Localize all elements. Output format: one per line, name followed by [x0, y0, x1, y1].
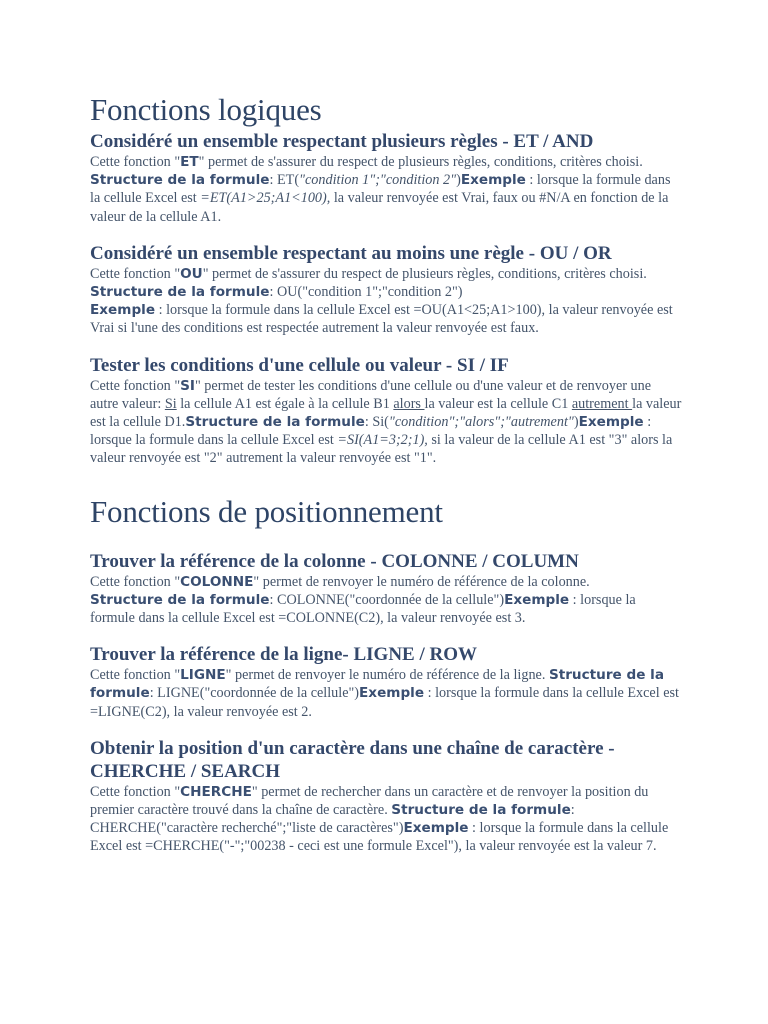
text: la cellule A1 est égale à la cellule B1 [176, 395, 394, 412]
underlined-si: Si [164, 395, 177, 412]
text: : lorsque la formule dans la cellule Excel est =COLONNE(C2), la valeur renvoyée est 3. [90, 591, 636, 627]
text: " permet de s'assurer du respect de plusieurs règles, conditions, critères choisi. [202, 265, 647, 282]
example-label: Exemple [359, 685, 425, 702]
text: Cette fonction " [90, 265, 181, 282]
function-keyword: OU [180, 265, 203, 282]
text: Cette fonction " [90, 783, 181, 800]
text: " permet de renvoyer le numéro de référence de la colonne. [253, 573, 590, 590]
paragraph-et-and [90, 153, 682, 226]
text: : lorsque la formule dans la cellule Excel est [90, 172, 671, 207]
heading-ligne-row: Trouver la référence de la ligne- LIGNE / ROW [90, 644, 477, 666]
heading-cherche-search: Obtenir la position d'un caractère dans une chaîne de caractère - CHERCHE / SEARCH [90, 737, 615, 782]
example-label: Exemple [504, 591, 570, 608]
paragraph-ligne-row [90, 666, 682, 721]
text: ) [573, 414, 579, 431]
text: Cette fonction " [90, 377, 181, 394]
block-et-and [90, 130, 682, 226]
function-keyword: SI [180, 377, 195, 394]
block-colonne-column [90, 550, 682, 628]
example-label: Exemple [578, 414, 644, 431]
text: " permet de renvoyer le numéro de référence de la ligne. [225, 667, 549, 684]
underlined-alors: alors [393, 395, 425, 412]
example-label: Exemple [90, 302, 156, 319]
heading-et-and: Considéré un ensemble respectant plusieurs règles - ET / AND [90, 131, 594, 152]
paragraph-ou-or [90, 265, 682, 338]
text: la valeur renvoyée est Vrai, faux ou #N/A en fonction de la valeur de la cellule A1. [90, 190, 669, 225]
structure-label: Structure de la formule [391, 802, 571, 819]
text: la valeur est la cellule C1 [424, 395, 572, 412]
block-cherche-search [90, 737, 682, 856]
text: : lorsque la formule dans la cellule Excel est [90, 414, 652, 449]
text: " permet de tester les conditions d'une cellule ou d'une valeur et de renvoyer une autre valeur: [90, 377, 652, 412]
heading-si-if: Tester les conditions d'une cellule ou valeur - SI / IF [90, 354, 509, 376]
text: : CHERCHE("caractère recherché";"liste de caractères") [90, 802, 575, 837]
underlined-autrement: autrement [571, 395, 633, 412]
structure-label: Structure de la formule [90, 172, 270, 189]
text: Cette fonction " [90, 667, 181, 684]
example-formula: =ET(A1>25;A1<100), [200, 190, 331, 207]
example-formula: =SI(A1=3;2;1), [337, 432, 428, 449]
function-keyword: CHERCHE [180, 783, 252, 800]
text: Cette fonction " [90, 573, 181, 590]
formula-args: "condition";"alors";"autrement" [388, 414, 574, 431]
section-title-positionnement: Fonctions de positionnement [90, 493, 443, 529]
function-keyword: COLONNE [180, 573, 254, 590]
text: Cette fonction " [90, 154, 181, 170]
block-ligne-row [90, 643, 682, 721]
document-content [90, 90, 682, 872]
heading-colonne-column: Trouver la référence de la colonne - COLONNE / COLUMN [90, 550, 579, 572]
example-label: Exemple [460, 172, 526, 189]
text: : lorsque la formule dans la cellule Excel est =OU(A1<25;A1>100), la valeur renvoyée est Vrai si l'une des conditions est respectée autrement la valeur renvoyée est faux. [90, 302, 673, 337]
text: : Si( [364, 414, 389, 431]
block-ou-or [90, 242, 682, 338]
paragraph-cherche-search [90, 783, 682, 856]
structure-label: Structure de la formule [90, 591, 270, 608]
text: : lorsque la formule dans la cellule Excel est =LIGNE(C2), la valeur renvoyée est 2. [90, 685, 679, 720]
example-label: Exemple [403, 820, 469, 837]
text: : COLONNE("coordonnée de la cellule") [269, 591, 505, 608]
structure-label: Structure de la formule [185, 414, 365, 431]
text: ) [456, 172, 461, 189]
text: " permet de rechercher dans un caractère et de renvoyer la position du premier caractère trouvé dans la chaîne de caractère. [90, 783, 649, 819]
block-si-if [90, 354, 682, 468]
formula-args: "condition 1";"condition 2" [299, 172, 457, 189]
text: si la valeur de la cellule A1 est "3" alors la valeur renvoyée est "2" autrement la valeur renvoyée est "1". [90, 432, 673, 467]
text: la valeur est la cellule D1. [90, 395, 682, 431]
structure-label: Structure de la formule [90, 667, 665, 702]
structure-label: Structure de la formule [90, 284, 270, 301]
text: : LIGNE("coordonnée de la cellule") [149, 685, 360, 702]
function-keyword: LIGNE [180, 667, 226, 684]
paragraph-si-if [90, 377, 682, 468]
function-keyword: ET [180, 154, 199, 170]
text: : OU("condition 1";"condition 2") [269, 284, 463, 301]
text: : ET( [269, 172, 300, 189]
text: " permet de s'assurer du respect de plusieurs règles, conditions, critères choisi. [198, 154, 643, 170]
text: : lorsque la formule dans la cellule Excel est =CHERCHE("-";"00238 - ceci est une formule Excel"), la valeur renvoyée est la valeur 7. [90, 820, 669, 855]
paragraph-colonne-column [90, 573, 682, 628]
section-title-logiques: Fonctions logiques [90, 92, 322, 127]
heading-ou-or: Considéré un ensemble respectant au moins une règle - OU / OR [90, 242, 612, 264]
